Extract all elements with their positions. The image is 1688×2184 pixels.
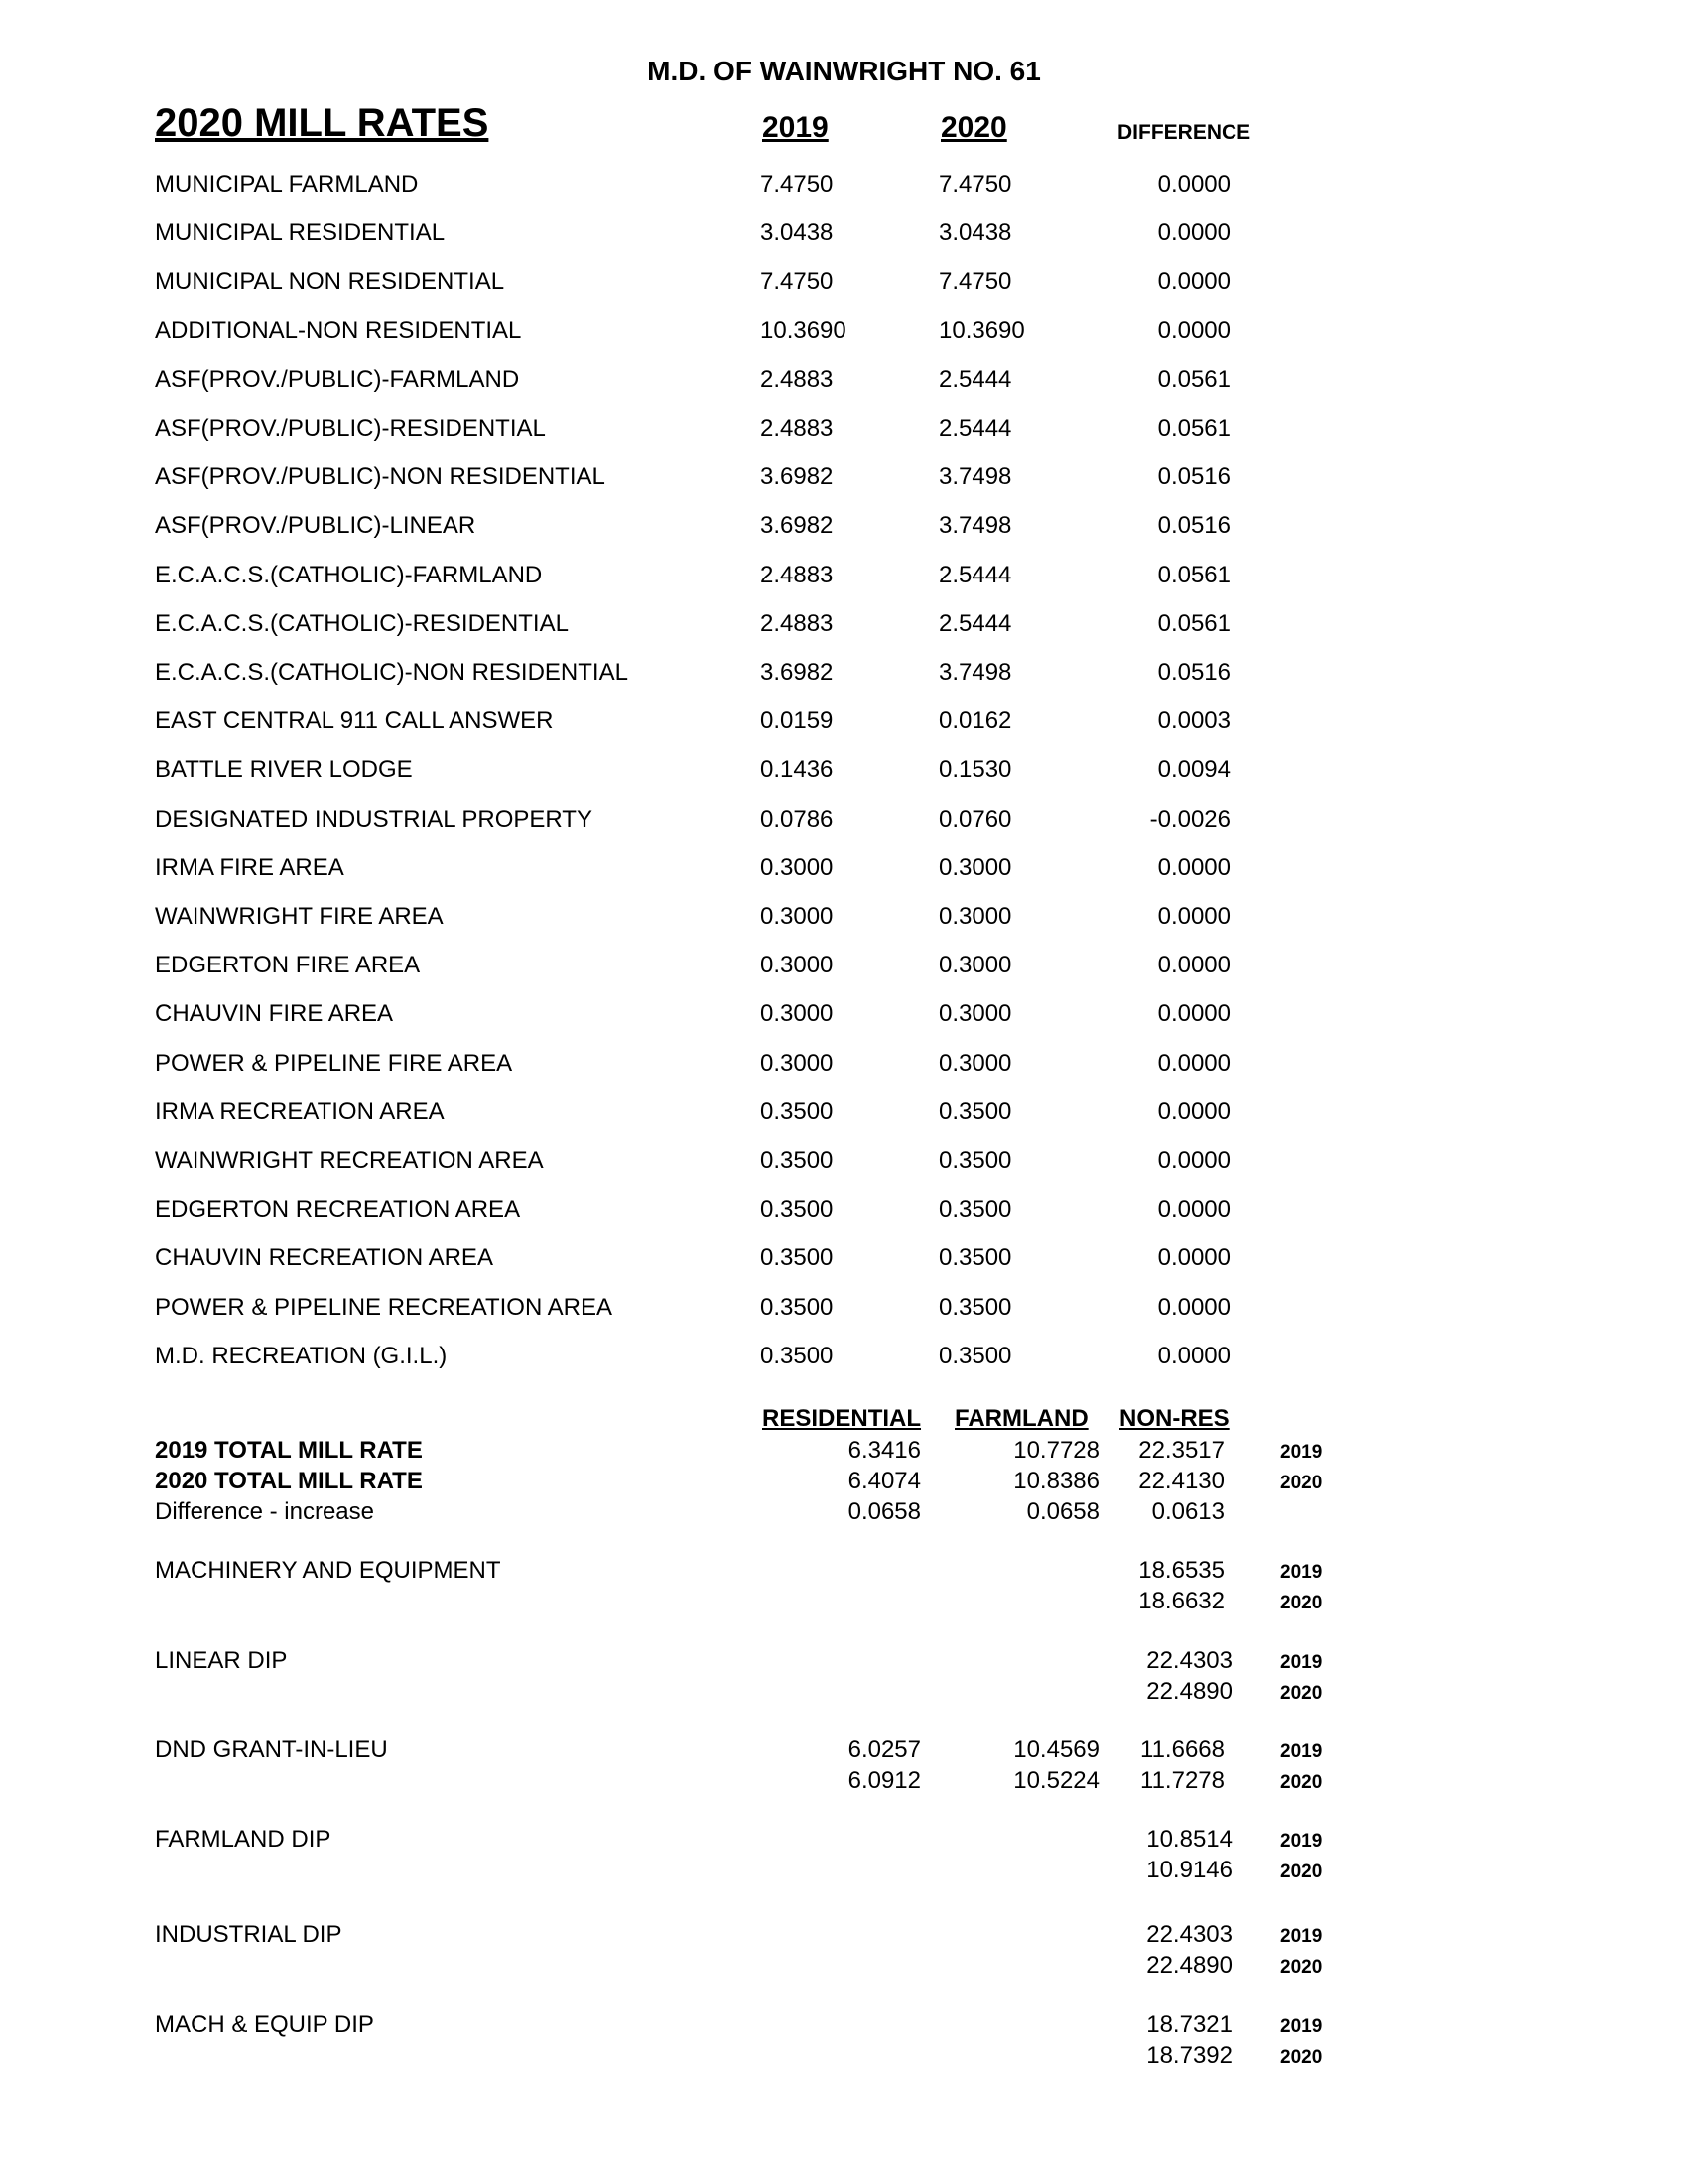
rate-2019-value: 0.1436 (760, 756, 834, 784)
rate-difference-value: 0.0000 (1157, 268, 1231, 296)
rate-label: WAINWRIGHT FIRE AREA (155, 903, 444, 930)
rate-difference-value: 0.0000 (1157, 1097, 1231, 1125)
rate-difference-value: 0.0000 (1157, 317, 1231, 344)
rate-difference-value: 0.0561 (1157, 365, 1231, 393)
rate-label: ADDITIONAL-NON RESIDENTIAL (155, 317, 522, 344)
rate-2020-value: 2.5444 (939, 561, 1012, 588)
rate-2019-value: 0.3000 (760, 853, 834, 881)
document-title: M.D. OF WAINWRIGHT NO. 61 (647, 56, 1041, 86)
rate-label: E.C.A.C.S.(CATHOLIC)-FARMLAND (155, 561, 543, 588)
rate-label: POWER & PIPELINE FIRE AREA (155, 1049, 513, 1077)
rate-2019-value: 3.0438 (760, 219, 834, 247)
rate-2019-value: 2.4883 (760, 609, 834, 637)
rate-2019-value: 3.6982 (760, 512, 834, 540)
rate-difference-value: 0.0000 (1157, 853, 1231, 881)
rate-difference-value: 0.0000 (1157, 1293, 1231, 1321)
rate-difference-value: 0.0003 (1157, 707, 1231, 735)
rate-2020-value: 0.1530 (939, 756, 1012, 784)
year-tag: 2020 (1280, 1862, 1323, 1882)
column-header-difference: DIFFERENCE (1117, 121, 1251, 144)
rate-2019-value: 0.3000 (760, 903, 834, 930)
rate-difference-value: 0.0516 (1157, 512, 1231, 540)
other-nonres-value: 22.4303 (1146, 1921, 1233, 1948)
rate-2019-value: 10.3690 (760, 317, 846, 344)
rate-label: ASF(PROV./PUBLIC)-RESIDENTIAL (155, 415, 546, 442)
total-residential-value: 6.3416 (847, 1437, 921, 1464)
rate-label: EDGERTON FIRE AREA (155, 952, 421, 979)
rate-label: MUNICIPAL FARMLAND (155, 171, 419, 197)
total-label: Difference - increase (155, 1498, 374, 1525)
rate-2020-value: 0.3500 (939, 1244, 1012, 1272)
rate-difference-value: 0.0094 (1157, 756, 1231, 784)
rate-2020-value: 3.7498 (939, 659, 1012, 686)
year-tag: 2019 (1280, 1741, 1323, 1762)
total-label: 2019 TOTAL MILL RATE (155, 1437, 423, 1464)
rate-2019-value: 0.3500 (760, 1097, 834, 1125)
rate-difference-value: 0.0000 (1157, 1000, 1231, 1028)
rate-difference-value: 0.0000 (1157, 1196, 1231, 1223)
other-farmland-value: 10.5224 (1013, 1767, 1100, 1794)
rate-2020-value: 2.5444 (939, 415, 1012, 442)
rate-label: E.C.A.C.S.(CATHOLIC)-NON RESIDENTIAL (155, 659, 628, 686)
rate-2020-value: 0.0760 (939, 805, 1012, 833)
rate-2019-value: 7.4750 (760, 171, 834, 197)
total-residential-value: 0.0658 (847, 1498, 921, 1525)
rate-label: MUNICIPAL NON RESIDENTIAL (155, 268, 505, 296)
rate-label: M.D. RECREATION (G.I.L.) (155, 1342, 448, 1369)
other-nonres-value: 11.6668 (1140, 1736, 1225, 1763)
rate-2019-value: 2.4883 (760, 561, 834, 588)
rate-2020-value: 3.0438 (939, 219, 1012, 247)
column-header-2020: 2020 (941, 111, 1007, 144)
year-tag: 2019 (1280, 1652, 1323, 1673)
rate-difference-value: 0.0000 (1157, 219, 1231, 247)
page-title: 2020 MILL RATES (155, 101, 489, 145)
total-nonres-value: 22.4130 (1138, 1468, 1225, 1494)
rate-2019-value: 7.4750 (760, 268, 834, 296)
other-rate-label: MACH & EQUIP DIP (155, 2011, 374, 2038)
rate-2020-value: 0.3500 (939, 1342, 1012, 1369)
year-tag: 2020 (1280, 1957, 1323, 1978)
other-nonres-value: 22.4303 (1146, 1647, 1233, 1674)
year-tag: 2020 (1280, 1772, 1323, 1793)
rate-2020-value: 0.3000 (939, 952, 1012, 979)
rate-label: ASF(PROV./PUBLIC)-LINEAR (155, 512, 476, 540)
other-nonres-value: 18.6632 (1138, 1588, 1225, 1614)
rate-2019-value: 3.6982 (760, 659, 834, 686)
total-nonres-value: 0.0613 (1151, 1498, 1225, 1525)
rate-label: CHAUVIN RECREATION AREA (155, 1244, 493, 1272)
rate-2020-value: 0.3000 (939, 903, 1012, 930)
rate-2020-value: 3.7498 (939, 512, 1012, 540)
other-nonres-value: 18.7392 (1146, 2042, 1233, 2069)
summary-header-nonres: NON-RES (1119, 1405, 1230, 1432)
rate-difference-value: 0.0000 (1157, 1342, 1231, 1369)
year-tag: 2020 (1280, 1683, 1323, 1704)
rate-2020-value: 3.7498 (939, 463, 1012, 491)
other-rate-label: LINEAR DIP (155, 1647, 288, 1674)
other-nonres-value: 10.9146 (1146, 1857, 1233, 1883)
rate-2020-value: 0.3500 (939, 1293, 1012, 1321)
total-farmland-value: 0.0658 (1026, 1498, 1100, 1525)
year-tag: 2020 (1280, 2047, 1323, 2068)
rate-2019-value: 0.0159 (760, 707, 834, 735)
rate-2020-value: 0.3500 (939, 1147, 1012, 1174)
rate-difference-value: 0.0000 (1157, 1049, 1231, 1077)
rate-difference-value: 0.0000 (1157, 903, 1231, 930)
rate-label: IRMA RECREATION AREA (155, 1097, 445, 1125)
rate-difference-value: 0.0561 (1157, 415, 1231, 442)
other-rate-label: DND GRANT-IN-LIEU (155, 1736, 388, 1763)
rate-difference-value: -0.0026 (1149, 805, 1231, 833)
rate-2020-value: 7.4750 (939, 268, 1012, 296)
total-farmland-value: 10.7728 (1013, 1437, 1100, 1464)
rate-2020-value: 0.3000 (939, 1000, 1012, 1028)
other-residential-value: 6.0257 (847, 1736, 921, 1763)
rate-label: ASF(PROV./PUBLIC)-NON RESIDENTIAL (155, 463, 605, 491)
rate-2019-value: 0.3500 (760, 1147, 834, 1174)
rate-label: BATTLE RIVER LODGE (155, 756, 413, 784)
rate-2019-value: 0.3000 (760, 952, 834, 979)
rate-difference-value: 0.0516 (1157, 463, 1231, 491)
rate-2019-value: 0.3500 (760, 1342, 834, 1369)
other-nonres-value: 18.6535 (1138, 1557, 1225, 1584)
rate-2020-value: 7.4750 (939, 171, 1012, 197)
rate-difference-value: 0.0000 (1157, 952, 1231, 979)
rate-2019-value: 0.3500 (760, 1293, 834, 1321)
rate-2019-value: 0.3500 (760, 1196, 834, 1223)
total-label: 2020 TOTAL MILL RATE (155, 1468, 423, 1494)
other-nonres-value: 22.4890 (1146, 1952, 1233, 1979)
column-header-2019: 2019 (762, 111, 829, 144)
rate-label: EAST CENTRAL 911 CALL ANSWER (155, 707, 554, 735)
rate-label: IRMA FIRE AREA (155, 853, 344, 881)
other-rate-label: INDUSTRIAL DIP (155, 1921, 342, 1948)
year-tag: 2019 (1280, 2016, 1323, 2037)
other-rate-label: MACHINERY AND EQUIPMENT (155, 1557, 501, 1584)
year-tag: 2020 (1280, 1593, 1323, 1613)
rate-label: CHAUVIN FIRE AREA (155, 1000, 394, 1028)
rate-difference-value: 0.0516 (1157, 659, 1231, 686)
year-tag: 2019 (1280, 1562, 1323, 1583)
rate-label: ASF(PROV./PUBLIC)-FARMLAND (155, 365, 520, 393)
rate-2020-value: 0.0162 (939, 707, 1012, 735)
year-tag: 2019 (1280, 1442, 1323, 1463)
other-residential-value: 6.0912 (847, 1767, 921, 1794)
rate-2020-value: 10.3690 (939, 317, 1025, 344)
rate-2019-value: 0.0786 (760, 805, 834, 833)
rate-label: MUNICIPAL RESIDENTIAL (155, 219, 446, 247)
other-nonres-value: 18.7321 (1146, 2011, 1233, 2038)
year-tag: 2019 (1280, 1926, 1323, 1947)
rate-2019-value: 2.4883 (760, 365, 834, 393)
other-nonres-value: 22.4890 (1146, 1678, 1233, 1705)
total-residential-value: 6.4074 (847, 1468, 921, 1494)
summary-header-farmland: FARMLAND (955, 1405, 1089, 1432)
rate-2019-value: 0.3000 (760, 1049, 834, 1077)
rate-2020-value: 0.3000 (939, 853, 1012, 881)
other-nonres-value: 10.8514 (1146, 1826, 1233, 1853)
rate-label: DESIGNATED INDUSTRIAL PROPERTY (155, 805, 592, 833)
summary-header-residential: RESIDENTIAL (762, 1405, 922, 1432)
rate-2020-value: 0.3000 (939, 1049, 1012, 1077)
total-farmland-value: 10.8386 (1013, 1468, 1100, 1494)
rate-difference-value: 0.0561 (1157, 609, 1231, 637)
rate-label: POWER & PIPELINE RECREATION AREA (155, 1293, 612, 1321)
total-nonres-value: 22.3517 (1138, 1437, 1225, 1464)
year-tag: 2020 (1280, 1473, 1323, 1493)
rate-difference-value: 0.0000 (1157, 171, 1231, 197)
other-nonres-value: 11.7278 (1140, 1767, 1225, 1794)
other-rate-label: FARMLAND DIP (155, 1826, 331, 1853)
rate-2019-value: 2.4883 (760, 415, 834, 442)
rate-2019-value: 0.3500 (760, 1244, 834, 1272)
rate-difference-value: 0.0000 (1157, 1147, 1231, 1174)
rate-2020-value: 0.3500 (939, 1097, 1012, 1125)
rate-label: E.C.A.C.S.(CATHOLIC)-RESIDENTIAL (155, 609, 569, 637)
rate-label: WAINWRIGHT RECREATION AREA (155, 1147, 544, 1174)
rate-2019-value: 3.6982 (760, 463, 834, 491)
rate-difference-value: 0.0561 (1157, 561, 1231, 588)
year-tag: 2019 (1280, 1831, 1323, 1852)
rate-label: EDGERTON RECREATION AREA (155, 1196, 521, 1223)
rate-difference-value: 0.0000 (1157, 1244, 1231, 1272)
rate-2019-value: 0.3000 (760, 1000, 834, 1028)
rate-2020-value: 2.5444 (939, 609, 1012, 637)
other-farmland-value: 10.4569 (1013, 1736, 1100, 1763)
rate-2020-value: 2.5444 (939, 365, 1012, 393)
rate-2020-value: 0.3500 (939, 1196, 1012, 1223)
